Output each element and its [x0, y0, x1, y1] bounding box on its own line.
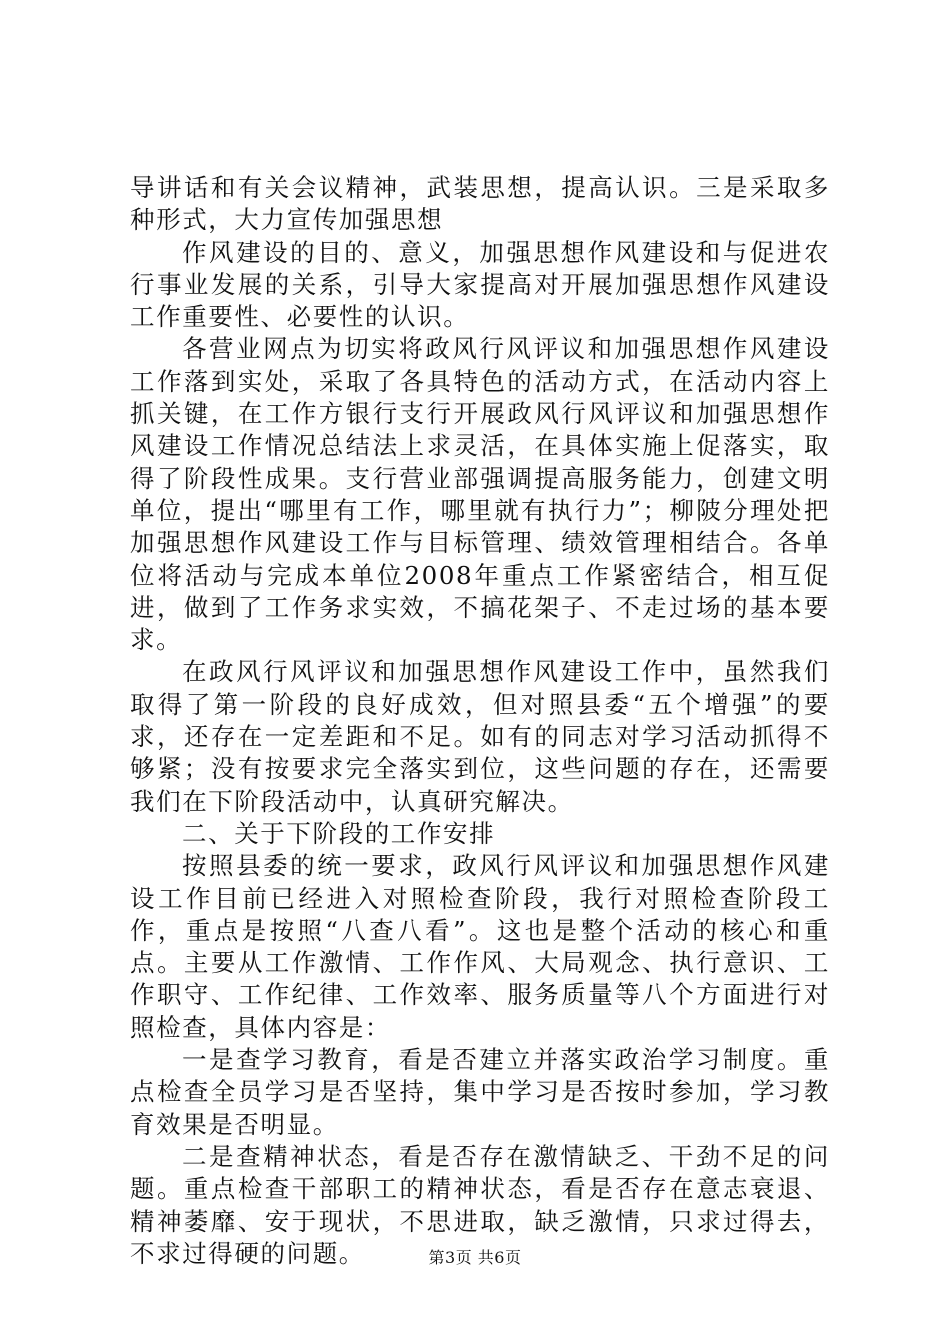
document-body [130, 172, 830, 1270]
page-number-footer: 第3页 共6页 [428, 1248, 522, 1267]
paragraph-check-study: 一是查学习教育，看是否建立并落实政治学习制度。重点检查全员学习是否坚持，集中学习是否按时参加，学习教育效果是否明显。 [130, 1045, 830, 1139]
section-heading-next-stage: 二、关于下阶段的工作安排 [182, 818, 496, 848]
paragraph-continuation: 导讲话和有关会议精神，武装思想，提高认识。三是采取多种形式，大力宣传加强思想 [130, 173, 830, 235]
paragraph-next-stage-plan: 按照县委的统一要求，政风行风评议和加强思想作风建设工作目前已经进入对照检查阶段，我行对照检查阶段工作，重点是按照“八查八看”。这也是整个活动的核心和重点。主要从工作激情、工作作风、大局观念、执行意识、工作职守、工作纪律、工作效率、服务质量等八个方面进行对照检查，具体内容是： [130, 851, 830, 1042]
paragraph-study-purpose: 作风建设的目的、意义，加强思想作风建设和与促进农行事业发展的关系，引导大家提高对开展加强思想作风建设工作重要性、必要性的认识。 [130, 237, 830, 332]
paragraph-branch-activities: 各营业网点为切实将政风行风评议和加强思想作风建设工作落到实处，采取了各具特色的活动方式，在活动内容上抓关键，在工作方银行支行开展政风行风评议和加强思想作风建设工作情况总结法上求灵活，在具体实施上促落实，取得了阶段性成果。支行营业部强调提高服务能力，创建文明单位，提出“哪里有工作，哪里就有执行力”；柳陂分理处把加强思想作风建设工作与目标管理、绩效管理相结合。各单位将活动与完成本单位2008年重点工作紧密结合，相互促进，做到了工作务求实效，不搞花架子、不走过场的基本要求。 [130, 334, 830, 655]
paragraph-check-spirit: 二是查精神状态，看是否存在激情缺乏、干劲不足的问题。重点检查干部职工的精神状态，看是否存在意志衰退、精神萎靡、安于现状，不思进取，缺乏激情，只求过得去，不求过得硬的问题。 [130, 1141, 830, 1268]
paragraph-shortcomings: 在政风行风评议和加强思想作风建设工作中，虽然我们取得了第一阶段的良好成效，但对照县委“五个增强”的要求，还存在一定差距和不足。如有的同志对学习活动抓得不够紧；没有按要求完全落实到位，这些问题的存在，还需要我们在下阶段活动中，认真研究解决。 [130, 657, 830, 816]
